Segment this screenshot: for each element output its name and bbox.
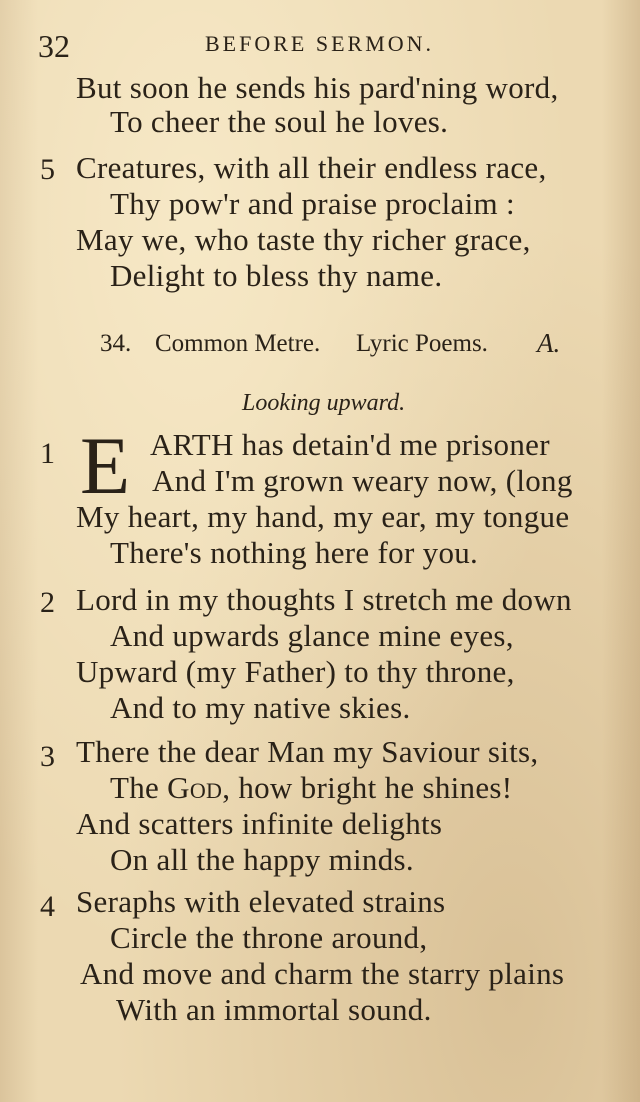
verse-line: To cheer the soul he loves. [110, 104, 449, 139]
verse-line [110, 770, 512, 806]
verse-line: And to my native skies. [110, 690, 411, 725]
stanza-number: 5 [40, 153, 55, 186]
verse-line: My heart, my hand, my ear, my tongue [76, 499, 570, 534]
page-number: 32 [38, 28, 70, 64]
verse-text: , how bright he shines! [222, 770, 513, 805]
hymn-title: Looking upward. [242, 390, 406, 416]
verse-line: With an immortal sound. [116, 992, 432, 1027]
verse-line: ARTH has detain'd me prisoner [150, 427, 550, 462]
verse-line: Seraphs with elevated strains [76, 884, 446, 919]
verse-line: There the dear Man my Saviour sits, [76, 734, 539, 769]
hymn-metre: Common Metre. [155, 330, 321, 357]
running-title: BEFORE SERMON. [205, 31, 435, 56]
verse-line: May we, who taste thy richer grace, [76, 222, 531, 257]
verse-line: Creatures, with all their endless race, [76, 150, 547, 185]
stanza-number: 2 [40, 586, 55, 619]
verse-line: And I'm grown weary now, (long [152, 463, 573, 498]
verse-text: The [110, 770, 168, 805]
drop-cap: E [80, 420, 131, 511]
hymn-source: Lyric Poems. [356, 330, 488, 357]
verse-line: And move and charm the starry plains [80, 956, 565, 991]
verse-line: Delight to bless thy name. [110, 258, 443, 293]
verse-line: Circle the throne around, [110, 920, 428, 955]
verse-line: On all the happy minds. [110, 842, 414, 877]
stanza-number: 3 [40, 740, 55, 773]
verse-line: But soon he sends his pard'ning word, [76, 70, 559, 105]
divine-name: God [167, 770, 223, 805]
verse-line: And upwards glance mine eyes, [110, 618, 514, 653]
verse-line: Thy pow'r and praise proclaim : [110, 186, 515, 221]
verse-line: Upward (my Father) to thy throne, [76, 654, 515, 689]
verse-line: And scatters infinite delights [76, 806, 443, 841]
verse-line: Lord in my thoughts I stretch me down [76, 582, 572, 617]
hymn-number: 34. [100, 330, 132, 357]
stanza-number: 1 [40, 437, 55, 470]
hymn-mark: A. [537, 328, 561, 358]
stanza-number: 4 [40, 890, 55, 923]
verse-line: There's nothing here for you. [110, 535, 479, 570]
